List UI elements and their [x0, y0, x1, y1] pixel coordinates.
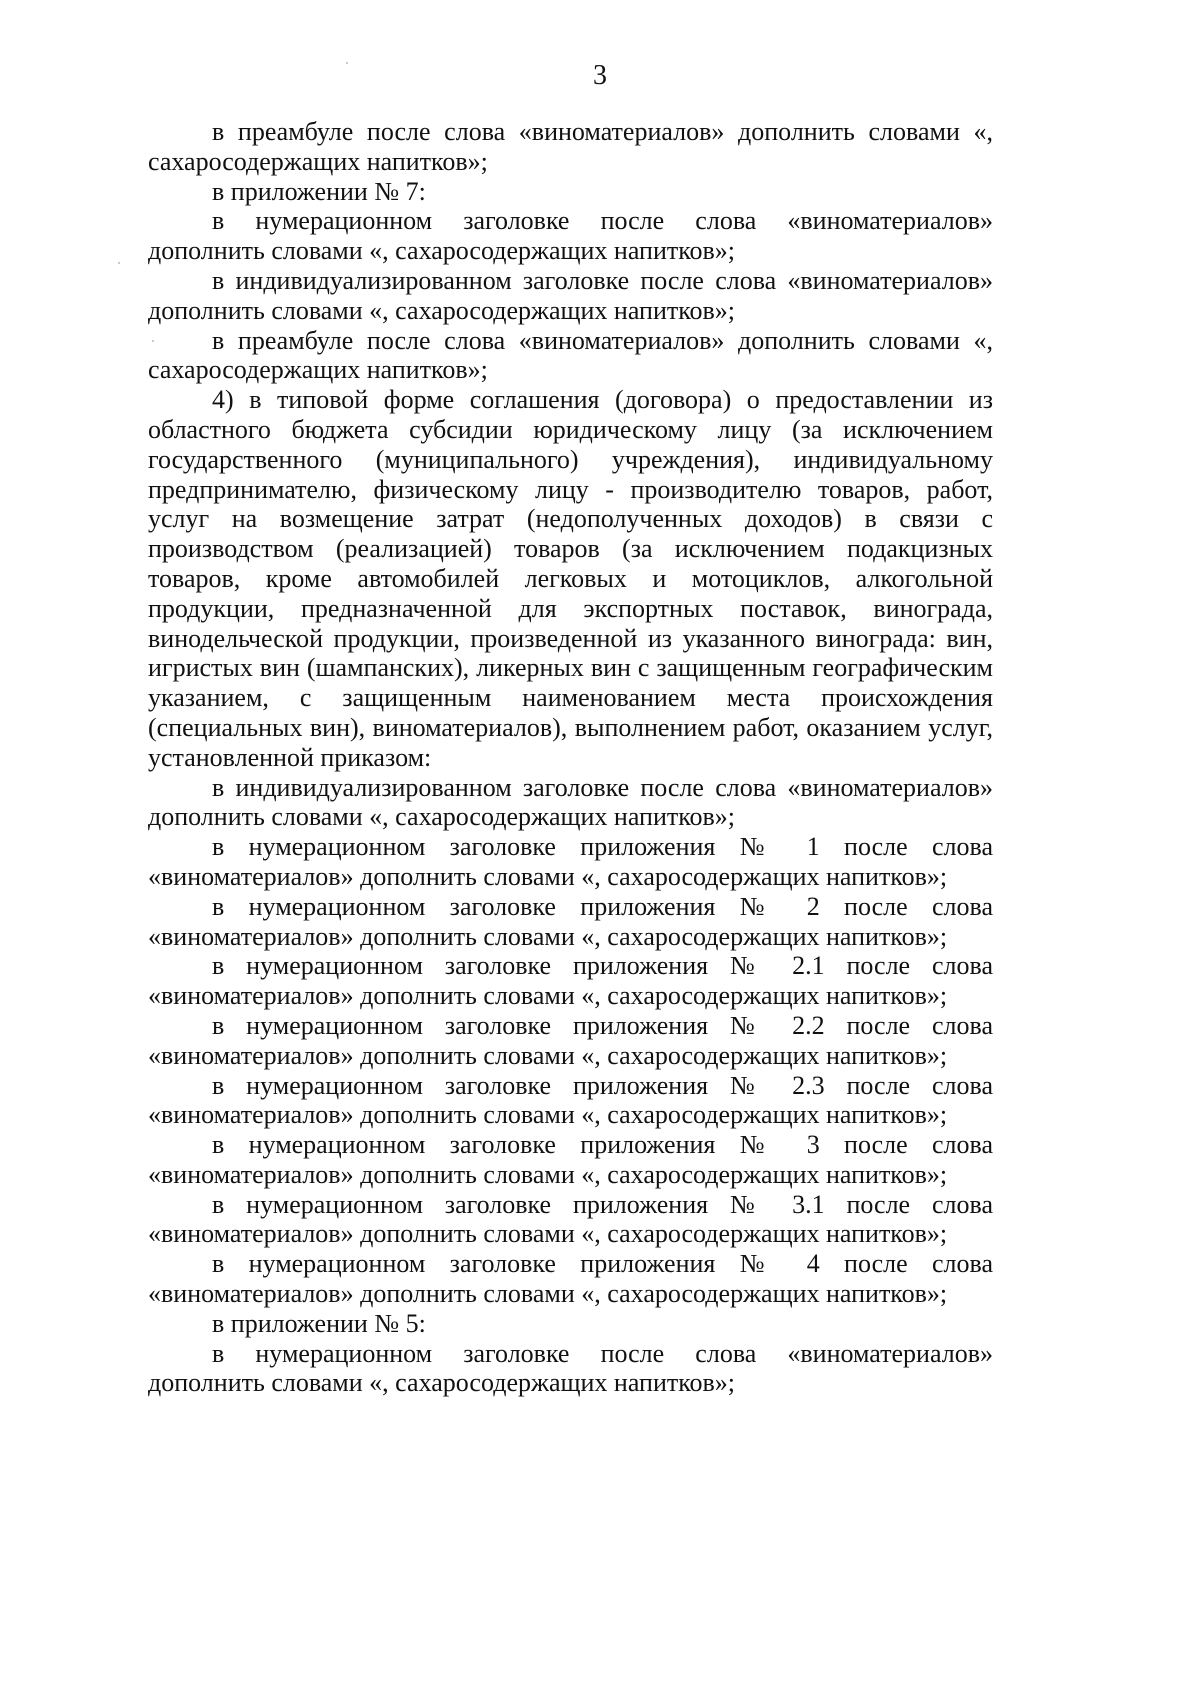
paragraph: в индивидуализированном заголовке после слова «виноматериалов» дополнить словами «, сахаросодержащих напитков»; [148, 772, 993, 832]
paragraph: в преамбуле после слова «виноматериалов» дополнить словами «, сахаросодержащих напитков»; [148, 117, 993, 176]
paragraph: в нумерационном заголовке приложения № 1 после слова «виноматериалов» дополнить словами «, сахаросодержащих напитков»; [148, 832, 993, 891]
paragraph: в индивидуализированном заголовке после слова «виноматериалов» дополнить словами «, сахаросодержащих напитков»; [148, 265, 993, 325]
paragraph: в нумерационном заголовке приложения № 2.3 после слова «виноматериалов» дополнить словами «, сахаросодержащих напитков»; [148, 1070, 993, 1130]
paragraph: в нумерационном заголовке после слова «виноматериалов» дополнить словами «, сахаросодержащих напитков»; [148, 1338, 993, 1398]
paragraph: в приложении № 7: [212, 176, 426, 206]
scan-speck [118, 262, 120, 264]
page-number: 3 [593, 60, 607, 91]
paragraph: в преамбуле после слова «виноматериалов» дополнить словами «, сахаросодержащих напитков»; [148, 325, 993, 385]
document-body [148, 117, 993, 1398]
paragraph: в нумерационном заголовке приложения № 3 после слова «виноматериалов» дополнить словами «, сахаросодержащих напитков»; [148, 1130, 993, 1189]
paragraph: в нумерационном заголовке приложения № 4 после слова «виноматериалов» дополнить словами «, сахаросодержащих напитков»; [148, 1249, 993, 1309]
paragraph: в нумерационном заголовке приложения № 3.1 после слова «виноматериалов» дополнить словами «, сахаросодержащих напитков»; [148, 1189, 993, 1249]
paragraph: в нумерационном заголовке приложения № 2.2 после слова «виноматериалов» дополнить словами «, сахаросодержащих напитков»; [148, 1010, 993, 1070]
paragraph: в нумерационном заголовке приложения № 2 после слова «виноматериалов» дополнить словами «, сахаросодержащих напитков»; [148, 891, 993, 951]
paragraph: в приложении № 5: [212, 1308, 426, 1338]
paragraph: в нумерационном заголовке после слова «виноматериалов» дополнить словами «, сахаросодержащих напитков»; [148, 206, 993, 266]
paragraph: в нумерационном заголовке приложения № 2.1 после слова «виноматериалов» дополнить словами «, сахаросодержащих напитков»; [148, 951, 993, 1011]
paragraph: 4) в типовой форме соглашения (договора) о предоставлении из областного бюджета субсидии юридическому лицу (за исключением государственного (муниципального) учреждения), индивидуальному предпринимателю, физическому лицу - производителю товаров, работ, услуг на возмещение затрат (недополученных доходов) в связи с производством (реализацией) товаров (за исключением подакцизных товаров, кроме автомобилей легковых и мотоциклов, алкогольной продукции, предназначенной для экспортных поставок, винограда, винодельческой продукции, произведенной из указанного винограда: вин, игристых вин (шампанских), ликерных вин с защищенным географическим указанием, с защищенным наименованием места происхождения (специальных вин), виноматериалов), выполнением работ, оказанием услуг, установленной приказом: [148, 385, 993, 772]
